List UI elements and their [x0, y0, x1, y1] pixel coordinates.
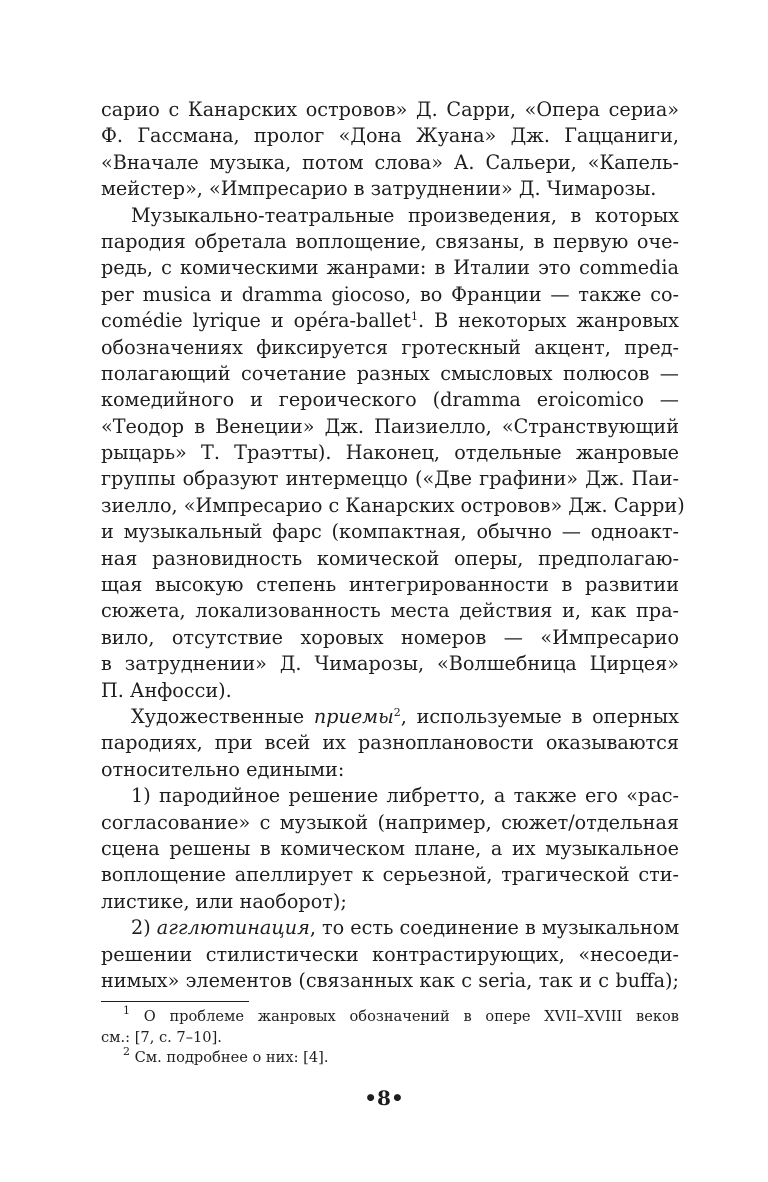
text-line: комедийного и героического (dramma eroicomico —	[101, 388, 679, 412]
footnote-ref: 2	[393, 705, 401, 719]
text-line: листике, или наоборот);	[101, 889, 347, 913]
text-line: пародия обретала воплощение, связаны, в первую оче-	[101, 229, 679, 253]
footnote-2	[101, 1045, 679, 1069]
text-line	[101, 915, 679, 941]
page-number: •8•	[364, 1086, 404, 1110]
text-line: per musica и dramma giocoso, во Франции — также co-	[101, 282, 679, 306]
text-line: решении стилистически контрастирующих, «несоеди-	[101, 942, 679, 966]
footnote-text: О проблеме жанровых обозначений в опере XVII–XVIII веков	[130, 1008, 679, 1025]
text-line: воплощение апеллирует к серьезной, трагической сти-	[101, 863, 679, 887]
text-line: П. Анфосси).	[101, 678, 232, 702]
text-fragment: comédie lyrique и opéra-ballet	[101, 309, 411, 333]
footnote-mark: 2	[123, 1045, 130, 1058]
text-line: пародиях, при всей их разноплановости оказываются	[101, 731, 679, 755]
text-line: вило, отсутствие хоровых номеров — «Импресарио	[101, 625, 679, 649]
text-line: обозначениях фиксируется гротескный акцент, пред-	[101, 335, 679, 359]
body-text	[101, 97, 685, 994]
text-line: относительно едиными:	[101, 757, 345, 781]
text-line: сарио с Канарских островов» Д. Сарри, «Опера сериа»	[101, 98, 679, 121]
footnote-text: См. подробнее о них: [4].	[130, 1049, 329, 1066]
text-line: Ф. Гассмана, пролог «Дона Жуана» Дж. Гаццаниги,	[101, 124, 679, 148]
text-line: полагающий сочетание разных смысловых полюсов —	[101, 361, 679, 385]
text-fragment: , используемые в оперных	[400, 704, 679, 728]
text-line: сцена решены в комическом плане, а их музыкальное	[101, 836, 679, 860]
text-line: «Вначале музыка, потом слова» А. Сальери, «Капель-	[101, 150, 679, 174]
text-line: щая высокую степень интегрированности в развитии	[101, 573, 679, 597]
text-line: рыцарь» Т. Траэтты). Наконец, отдельные жанровые	[101, 441, 679, 465]
text-line: 1) пародийное решение либретто, а также его «рас-	[131, 784, 679, 808]
text-line: и музыкальный фарс (компактная, обычно — одноакт-	[101, 520, 679, 544]
text-line: редь, с комическими жанрами: в Италии это commedia	[101, 256, 679, 280]
text-line: мейстер», «Импресарио в затруднении» Д. Чимарозы.	[101, 177, 657, 201]
footnote-1-cont: см.: [7, с. 7–10].	[101, 1028, 222, 1046]
footnotes	[101, 1004, 679, 1069]
text-fragment: , то есть соединение в музыкальном	[309, 916, 680, 940]
text-line: согласование» с музыкой (например, сюжет/отдельная	[101, 810, 679, 834]
text-line	[101, 704, 679, 730]
footnote-mark: 1	[123, 1004, 130, 1017]
text-fragment: Художественные	[131, 704, 314, 728]
text-line: группы образуют интермеццо («Две графини» Дж. Паи-	[101, 467, 679, 491]
text-line: в затруднении» Д. Чимарозы, «Волшебница Цирцея»	[101, 652, 679, 676]
text-line: зиелло, «Импресарио с Канарских островов» Дж. Сарри)	[101, 493, 685, 517]
text-line: «Теодор в Венеции» Дж. Паизиелло, «Странствующий	[101, 414, 679, 438]
footnote-ref: 1	[411, 310, 418, 324]
text-line	[101, 308, 679, 334]
text-fragment: 2)	[131, 916, 157, 940]
text-line: ная разновидность комической оперы, предполагаю-	[101, 546, 679, 570]
footnote-1	[101, 1004, 679, 1028]
text-line: сюжета, локализованность места действия и, как пра-	[101, 599, 679, 623]
footnote-divider	[101, 1001, 249, 1002]
text-line: Музыкально-театральные произведения, в которых	[131, 203, 679, 227]
text-fragment: . В некоторых жанровых	[418, 309, 679, 333]
text-line: нимых» элементов (связанных как с seria, так и с buffa);	[101, 968, 679, 992]
italic-term: приемы	[313, 704, 394, 728]
italic-term: агглютинация	[156, 916, 310, 940]
